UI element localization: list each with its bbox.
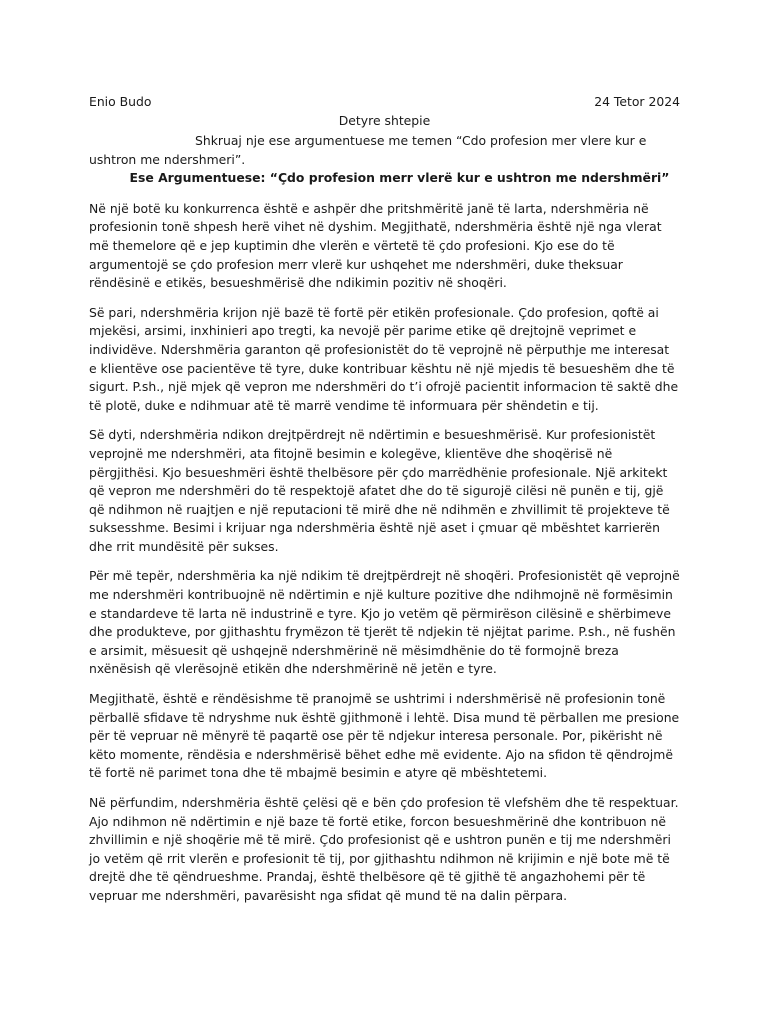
author-name: Enio Budo <box>89 94 152 109</box>
essay-title: Ese Argumentuese: “Çdo profesion merr vlerë kur e ushtron me ndershmëri” <box>129 170 670 186</box>
essay-paragraph: Së pari, ndershmëria krijon një bazë të fortë për etikën profesionale. Çdo profesion, qoftë ai mjekësi, arsimi, inxhinieri apo tregti, ka nevojë për parime etike që drejtojnë veprimet e individëve. Ndershmëria garanton që profesionistët do të veprojnë në përputhje me interesat e klientëve ose pacientëve të tyre, duke kontribuar kështu në një mjedis të besueshëm dhe të sigurt. P.sh., një mjek që vepron me ndershmëri do t’i ofrojë pacientit informacion të saktë dhe të plotë, duke e ndihmuar atë të marrë vendime të informuara për shëndetin e tij. <box>89 304 679 413</box>
essay-paragraph: Megjithatë, është e rëndësishme të pranojmë se ushtrimi i ndershmërisë në profesionin tonë përballë sfidave të ndryshme nuk është gjithmonë i lehtë. Disa mund të përballen me presione për të vepruar në mënyrë të paqartë ose për të ndjekur interesa personale. Por, pikërisht në këto momente, rëndësia e ndershmërisë bëhet edhe më evidente. Ajo na sfidon të qëndrojmë të fortë në parimet tona dhe të mbajmë besimin e atyre që mbështetemi. <box>89 691 680 781</box>
assignment-subtitle: Detyre shtepie <box>338 113 431 128</box>
essay-paragraph: Për më tepër, ndershmëria ka një ndikim të drejtpërdrejt në shoqëri. Profesionistët që veprojnë me ndershmëri kontribuojnë në ndërtimin e një kulture pozitive dhe ndihmojnë në formësimin e standardeve të larta në industrinë e tyre. Kjo jo vetëm që përmirëson cilësinë e shërbimeve dhe produkteve, por gjithashtu frymëzon të tjerët të ndjekin të njëjtat parime. P.sh., në fushën e arsimit, mësuesit që ushqejnë ndershmërinë në mësimdhënie do të formojnë breza nxënësish që vlerësojnë etikën dhe ndershmërinë në jetën e tyre. <box>89 568 680 677</box>
essay-paragraph: Në një botë ku konkurrenca është e ashpër dhe pritshmëritë janë të larta, ndershmëria në profesionin tonë shpesh herë vihet në dyshim. Megjithatë, ndershmëria është një nga vlerat më themelore që e jep kuptimin dhe vlerën e vërtetë të çdo profesioni. Kjo ese do të argumentojë se çdo profesion merr vlerë kur ushqehet me ndershmëri, duke theksuar rëndësinë e etikës, besueshmërisë dhe ndikimin pozitiv në shoqëri. <box>89 200 662 291</box>
document-date: 24 Tetor 2024 <box>594 94 680 109</box>
essay-body <box>89 200 680 906</box>
document-header <box>89 93 680 112</box>
essay-paragraph: Në përfundim, ndershmëria është çelësi që e bën çdo profesion të vlefshëm dhe të respektuar. Ajo ndihmon në ndërtimin e një baze të fortë etike, forcon besueshmërinë dhe kontribuon në zhvillimin e një shoqërie më të mirë. Çdo profesionist që e ushtron punën e tij me ndershmëri jo vetëm që rrit vlerën e profesionit të tij, por gjithashtu ndihmon në krijimin e një bote më të drejtë dhe të qëndrueshme. Prandaj, është thelbësore që të gjithë të angazhohemi për të vepruar me ndershmëri, pavarësisht nga sfidat që mund të na dalin përpara. <box>89 795 679 903</box>
assignment-instruction: Shkruaj nje ese argumentuese me temen “Cdo profesion mer vlere kur e ushtron me ndershmeri”. <box>89 133 647 167</box>
essay-paragraph: Së dyti, ndershmëria ndikon drejtpërdrejt në ndërtimin e besueshmërisë. Kur profesionistët veprojnë me ndershmëri, ata fitojnë besimin e kolegëve, klientëve dhe shoqërisë në përgjithësi. Kjo besueshmëri është thelbësore për çdo marrëdhënie profesionale. Një arkitekt që vepron me ndershmëri do të respektojë afatet dhe do të sigurojë cilësi në punën e tij, gjë që ndihmon në ruajtjen e një reputacioni të mirë dhe në ndihmën e zhvillimit të projekteve të suksesshme. Besimi i krijuar nga ndershmëria është një aset i çmuar që mbështet karrierën dhe rrit mundësitë për sukses. <box>89 427 670 554</box>
